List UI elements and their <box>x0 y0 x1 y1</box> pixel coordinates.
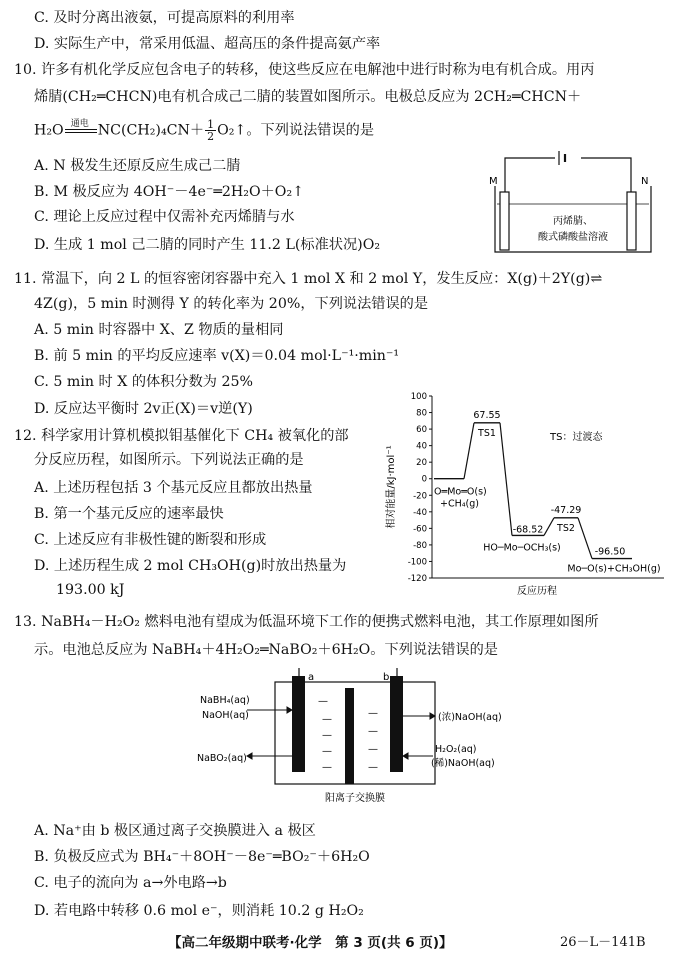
q10-option-c: C. 理论上反应过程中仅需补充丙烯腈与水 <box>34 209 295 225</box>
electrode-b <box>390 676 403 772</box>
q10-fraction-num: 1 <box>207 118 215 131</box>
level-label-ts2: TS2 <box>557 522 575 534</box>
q11-stem-line1: 11. 常温下，向 2 L 的恒容密闭容器中充入 1 mol X 和 2 mol Y，发生反应：X(g)＋2Y(g)⇌ <box>14 271 603 287</box>
q10-stem-tail: O₂↑。下列说法错误的是 <box>217 122 375 139</box>
q11-option-d: D. 反应达平衡时 2v正(X)＝v逆(Y) <box>34 401 253 417</box>
y-tick-label: -120 <box>407 574 427 584</box>
electrode-m <box>500 192 509 250</box>
minus-sign: — <box>322 762 332 773</box>
cathode-inlet-label-2: (稀)NaOH(aq) <box>431 758 495 769</box>
ion-exchange-membrane <box>345 688 354 784</box>
fuel-cell-diagram <box>195 668 515 810</box>
minus-sign: — <box>368 744 378 755</box>
minus-sign: — <box>368 762 378 773</box>
level-label-intermediate: HO─Mo─OCH₃(s) <box>483 542 561 554</box>
q12-option-c: C. 上述反应有非极性键的断裂和形成 <box>34 532 267 548</box>
chart-legend: TS：过渡态 <box>550 432 603 443</box>
anode-inlet-label-1: NaBH₄(aq) <box>200 695 250 706</box>
level-label-end: Mo─O(s)+CH₃OH(g) <box>567 563 661 575</box>
electrode-a <box>292 676 305 772</box>
q10-option-a: A. N 极发生还原反应生成己二腈 <box>34 158 241 174</box>
x-axis-label: 反应历程 <box>517 586 557 597</box>
y-tick-label: 20 <box>416 458 427 469</box>
minus-sign: — <box>368 726 378 737</box>
y-tick-label: 80 <box>416 408 427 419</box>
q11-option-a: A. 5 min 时容器中 X、Z 物质的量相同 <box>34 322 284 338</box>
cathode-outlet-label: (浓)NaOH(aq) <box>438 712 502 723</box>
transition-line <box>500 423 512 536</box>
y-tick-label: 100 <box>410 392 427 402</box>
electrode-n-label: N <box>641 176 649 187</box>
level-label-start-2: +CH₄(g) <box>440 498 479 510</box>
y-tick-label: 60 <box>416 425 427 436</box>
energy-profile-chart <box>382 388 672 610</box>
footer-code: 26－L－141B <box>560 935 646 950</box>
y-tick-label: 0 <box>421 474 427 485</box>
y-tick-label: -80 <box>413 540 427 551</box>
q10-condition: 通电 <box>70 118 89 129</box>
y-axis-ticks <box>408 392 432 584</box>
q10-stem-line3 <box>34 119 374 142</box>
minus-sign: — <box>322 714 332 725</box>
q12-stem-line1: 12. 科学家用计算机模拟钼基催化下 CH₄ 被氧化的部 <box>14 428 349 444</box>
level-value-ts2: -47.29 <box>550 504 582 516</box>
q10-stem-line2: 烯腈(CH₂═CHCN)电有机合成己二腈的装置如图所示。电极总反应为 2CH₂═CHCN＋ <box>34 89 582 105</box>
q10-fraction <box>205 119 216 142</box>
minus-sign: — <box>318 696 328 707</box>
level-label-ts1: TS1 <box>478 427 496 439</box>
electrode-a-label: a <box>308 672 315 683</box>
q12-option-d-line2: 193.00 kJ <box>56 582 125 598</box>
y-tick-label: -100 <box>407 557 427 568</box>
q13-option-a: A. Na⁺由 b 极区通过离子交换膜进入 a 极区 <box>34 823 316 839</box>
minus-sign: — <box>368 708 378 719</box>
page-footer <box>0 931 677 951</box>
q10-reactant: H₂O <box>34 122 64 139</box>
q13-stem-line1: 13. NaBH₄－H₂O₂ 燃料电池有望成为低温环境下工作的便携式燃料电池，其工作原理如图所 <box>14 614 599 630</box>
q12-option-d-line1: D. 上述历程生成 2 mol CH₃OH(g)时放出热量为 <box>34 558 347 574</box>
minus-sign: — <box>322 730 332 741</box>
q9-option-d: D. 实际生产中，常采用低温、超高压的条件提高氨产率 <box>34 36 381 52</box>
level-value-ts1: 67.55 <box>473 409 501 421</box>
level-labels <box>434 410 661 575</box>
q13-option-c: C. 电子的流向为 a→外电路→b <box>34 875 227 891</box>
solution-label-1: 丙烯腈、 <box>553 216 593 227</box>
q13-option-b: B. 负极反应式为 BH₄⁻＋8OH⁻－8e⁻═BO₂⁻＋6H₂O <box>34 849 370 865</box>
q10-condition-arrow <box>64 118 98 138</box>
electrode-m-label: M <box>489 176 498 187</box>
transition-line <box>464 423 474 479</box>
footer-title: 【高二年级期中联考·化学 第 3 页(共 6 页)】 <box>168 935 453 951</box>
transition-line <box>578 518 592 559</box>
anode-outlet-label: NaBO₂(aq) <box>197 753 247 764</box>
transition-line <box>544 518 554 536</box>
q13-stem-line2: 示。电池总反应为 NaBH₄＋4H₂O₂═NaBO₂＋6H₂O。下列说法错误的是 <box>34 642 498 658</box>
y-tick-label: -40 <box>413 507 427 518</box>
level-value-intermediate: -68.52 <box>512 524 544 536</box>
q11-option-c: C. 5 min 时 X 的体积分数为 25% <box>34 374 254 390</box>
electrolysis-cell-diagram <box>485 150 661 260</box>
q11-option-b: B. 前 5 min 的平均反应速率 v(X)＝0.04 mol·L⁻¹·min⁻¹ <box>34 348 400 364</box>
q12-option-a: A. 上述历程包括 3 个基元反应且都放出热量 <box>34 480 313 496</box>
q13-option-d: D. 若电路中转移 0.6 mol e⁻，则消耗 10.2 g H₂O₂ <box>34 903 364 919</box>
y-tick-label: -60 <box>413 524 427 535</box>
q12-stem-line2: 分反应历程，如图所示。下列说法正确的是 <box>34 452 304 468</box>
q10-stem-line1: 10. 许多有机化学反应包含电子的转移，使这些反应在电解池中进行时称为电有机合成。用丙 <box>14 62 595 78</box>
q10-option-d: D. 生成 1 mol 己二腈的同时产生 11.2 L(标准状况)O₂ <box>34 237 381 253</box>
q10-product: NC(CH₂)₄CN＋ <box>97 122 205 139</box>
electrode-b-label: b <box>383 672 390 683</box>
electrode-n <box>627 192 636 250</box>
q10-fraction-den: 2 <box>207 130 215 143</box>
level-label-start: O═Mo═O(s) <box>434 486 487 498</box>
q10-option-b: B. M 极反应为 4OH⁻－4e⁻═2H₂O＋O₂↑ <box>34 184 305 200</box>
level-value-end: -96.50 <box>594 546 626 558</box>
q9-option-c: C. 及时分离出液氨，可提高原料的利用率 <box>34 10 295 26</box>
y-tick-label: 40 <box>416 441 427 452</box>
cathode-inlet-label-1: H₂O₂(aq) <box>435 744 477 755</box>
minus-sign: — <box>322 746 332 757</box>
y-tick-label: -20 <box>413 491 427 502</box>
y-axis-label: 相对能量/kJ·mol⁻¹ <box>386 445 397 529</box>
solution-label-2: 酸式磷酸盐溶液 <box>538 232 608 243</box>
anode-inlet-label-2: NaOH(aq) <box>202 710 249 721</box>
membrane-label: 阳离子交换膜 <box>325 793 385 804</box>
q11-stem-line2: 4Z(g)，5 min 时测得 Y 的转化率为 20%，下列说法错误的是 <box>34 296 429 312</box>
q12-option-b: B. 第一个基元反应的速率最快 <box>34 506 224 522</box>
